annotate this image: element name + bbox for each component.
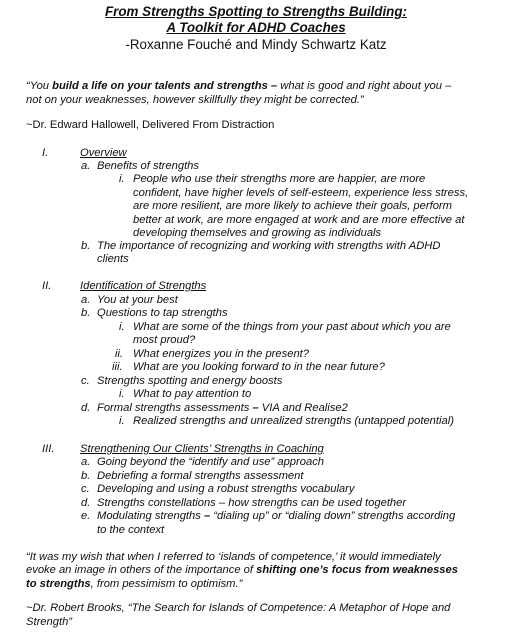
quote-2-emphasis: to strengths: [26, 578, 91, 590]
section-1-item-a: Benefits of strengths: [97, 160, 199, 172]
section-2-item-c: Strengths spotting and energy boosts: [97, 375, 283, 387]
quote-2-line-1: “It was my wish that when I referred to ‘islands of competence,’ it would immediately: [26, 551, 441, 563]
outline-label: d.: [81, 402, 91, 414]
section-1-item-a-i-line-3: are more resilient, are more likely to achieve their goals, perform: [133, 200, 452, 212]
section-2-item-b-ii: What energizes you in the present?: [133, 348, 309, 360]
emphasis-dash: –: [203, 510, 214, 522]
section-2-item-b: Questions to tap strengths: [97, 307, 228, 319]
section-2-item-d: [97, 402, 348, 415]
quote-2-attribution-line-2: Strength”: [26, 616, 73, 628]
section-3-heading: Strengthening Our Clients’ Strengths in Coaching: [80, 443, 324, 455]
section-2-item-b-iii: What are you looking forward to in the near future?: [133, 361, 385, 373]
quote-1-text: what is good and right about you –: [277, 80, 452, 92]
outline-label: a.: [81, 456, 91, 468]
item-text: Formal strengths assessments: [97, 402, 250, 414]
outline-label: ii.: [115, 348, 124, 360]
outline-label: a.: [81, 294, 91, 306]
section-2-item-b-i-line-2: most proud?: [133, 334, 196, 346]
section-1-item-a-i-line-1: People who use their strengths more are happier, are more: [133, 173, 426, 185]
section-3-item-b: Debriefing a formal strengths assessment: [97, 470, 304, 482]
outline-label: b.: [81, 240, 91, 252]
quote-1-line-1: [26, 80, 451, 93]
document-authors: -Roxanne Fouché and Mindy Schwartz Katz: [125, 37, 387, 52]
item-text: Modulating strengths: [97, 510, 204, 522]
quote-1-text: “You: [26, 80, 53, 92]
quote-2-text: , from pessimism to optimism.”: [90, 578, 243, 590]
section-3-item-e-line-2: to the context: [97, 524, 165, 536]
section-2-numeral: II.: [42, 280, 52, 292]
quote-2-attribution-line-1: ~Dr. Robert Brooks, “The Search for Islands of Competence: A Metaphor of Hope and: [26, 602, 451, 614]
item-text: “dialing up” or “dialing down” strengths according: [213, 510, 456, 522]
section-1-item-b-line-1: The importance of recognizing and working with strengths with ADHD: [97, 240, 441, 252]
section-2-heading: Identification of Strengths: [80, 280, 207, 292]
section-2-item-a: You at your best: [97, 294, 178, 306]
quote-2-emphasis: shifting one’s focus from weaknesses: [256, 564, 458, 576]
outline-label: i.: [119, 415, 125, 427]
section-2-item-c-i: What to pay attention to: [133, 388, 252, 400]
section-2-item-b-i-line-1: What are some of the things from your past about which you are: [133, 321, 451, 333]
section-1-item-a-i-line-2: confident, have higher levels of self-esteem, experience less stress,: [133, 187, 469, 199]
section-3-item-d: Strengths constellations – how strengths can be used together: [97, 497, 407, 509]
section-3-item-a: Going beyond the “identify and use” approach: [97, 456, 325, 468]
outline-label: i.: [119, 388, 125, 400]
quote-1-emphasis: build a life on your talents and strengths –: [52, 80, 278, 92]
quote-2-text: evoke an image in others of the importance of: [26, 564, 257, 576]
section-3-item-c: Developing and using a robust strengths vocabulary: [97, 483, 355, 495]
document-title-line-2: A Toolkit for ADHD Coaches: [166, 20, 346, 35]
outline-label: iii.: [112, 361, 123, 373]
section-3-numeral: III.: [42, 443, 55, 455]
section-1-numeral: I.: [42, 147, 49, 159]
section-1-item-b-line-2: clients: [97, 253, 129, 265]
outline-label: c.: [81, 375, 90, 387]
section-2-item-d-i: Realized strengths and unrealized strengths (untapped potential): [133, 415, 454, 427]
outline-label: i.: [119, 321, 125, 333]
outline-label: c.: [81, 483, 90, 495]
emphasis-dash: –: [249, 402, 262, 414]
section-1-heading: Overview: [80, 147, 127, 159]
outline-label: b.: [81, 307, 91, 319]
outline-label: e.: [81, 510, 91, 522]
item-text: VIA and Realise2: [261, 402, 348, 414]
quote-1-attribution: ~Dr. Edward Hallowell, Delivered From Distraction: [26, 119, 275, 131]
outline-label: a.: [81, 160, 91, 172]
section-1-item-a-i-line-5: developing themselves and growing as individuals: [133, 227, 382, 239]
outline-label: d.: [81, 497, 91, 509]
section-3-item-e-line-1: [97, 510, 455, 523]
section-1-item-a-i-line-4: better at work, are more engaged at work and are more effective at: [133, 214, 465, 226]
document-title-line-1: From Strengths Spotting to Strengths Building:: [104, 4, 407, 19]
quote-2-line-2: [26, 564, 458, 577]
quote-1-line-2: not on your weaknesses, however skillfully they might be corrected.”: [26, 94, 364, 106]
outline-label: b.: [81, 470, 91, 482]
quote-2-line-3: [26, 578, 242, 591]
outline-label: i.: [119, 173, 125, 185]
